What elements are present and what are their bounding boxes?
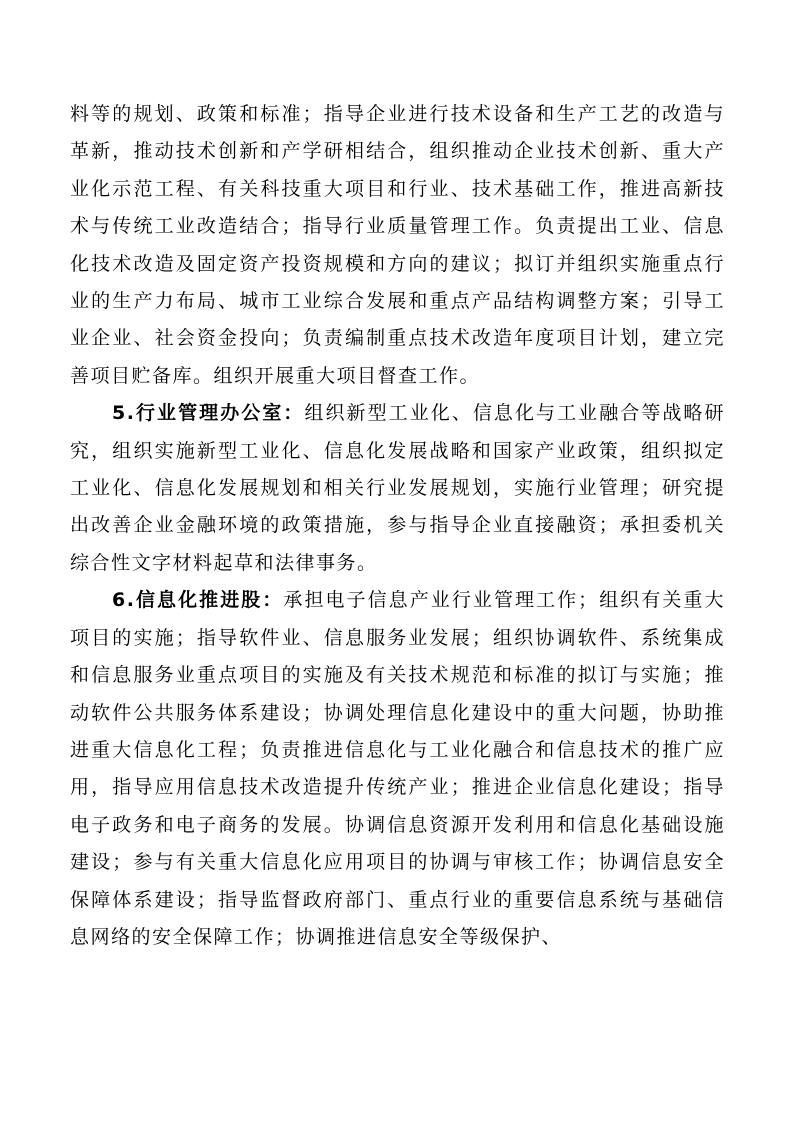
section-heading: 6.信息化推进股：	[112, 589, 284, 612]
body-text	[70, 96, 725, 956]
section-heading: 5.行业管理办公室：	[112, 402, 305, 425]
paragraph-continuation	[70, 96, 725, 395]
paragraph-body: 组织新型工业化、信息化与工业融合等战略研究，组织实施新型工业化、信息化发展战略和国家产业政策，组织拟定工业化、信息化发展规划和相关行业发展规划，实施行业管理；研究提出改善企业金融环境的政策措施，参与指导企业直接融资；承担委机关综合性文字材料起草和法律事务。	[70, 402, 725, 574]
paragraph-industry-management-office	[70, 395, 725, 582]
paragraph-body: 料等的规划、政策和标准；指导企业进行技术设备和生产工艺的改造与革新，推动技术创新和产学研相结合，组织推动企业技术创新、重大产业化示范工程、有关科技重大项目和行业、技术基础工作，推进高新技术与传统工业改造结合；指导行业质量管理工作。负责提出工业、信息化技术改造及固定资产投资规模和方向的建议；拟订并组织实施重点行业的生产力布局、城市工业综合发展和重点产品结构调整方案；引导工业企业、社会资金投向；负责编制重点技术改造年度项目计划，建立完善项目贮备库。组织开展重大项目督查工作。	[70, 103, 725, 387]
paragraph-body: 承担电子信息产业行业管理工作；组织有关重大项目的实施；指导软件业、信息服务业发展；组织协调软件、系统集成和信息服务业重点项目的实施及有关技术规范和标准的拟订与实施；推动软件公共服务体系建设；协调处理信息化建设中的重大问题，协助推进重大信息化工程；负责推进信息化与工业化融合和信息技术的推广应用，指导应用信息技术改造提升传统产业；推进企业信息化建设；指导电子政务和电子商务的发展。协调信息资源开发利用和信息化基础设施建设；参与有关重大信息化应用项目的协调与审核工作；协调信息安全保障体系建设；指导监督政府部门、重点行业的重要信息系统与基础信息网络的安全保障工作；协调推进信息安全等级保护、	[70, 589, 725, 948]
paragraph-informatization-promotion-unit	[70, 582, 725, 956]
